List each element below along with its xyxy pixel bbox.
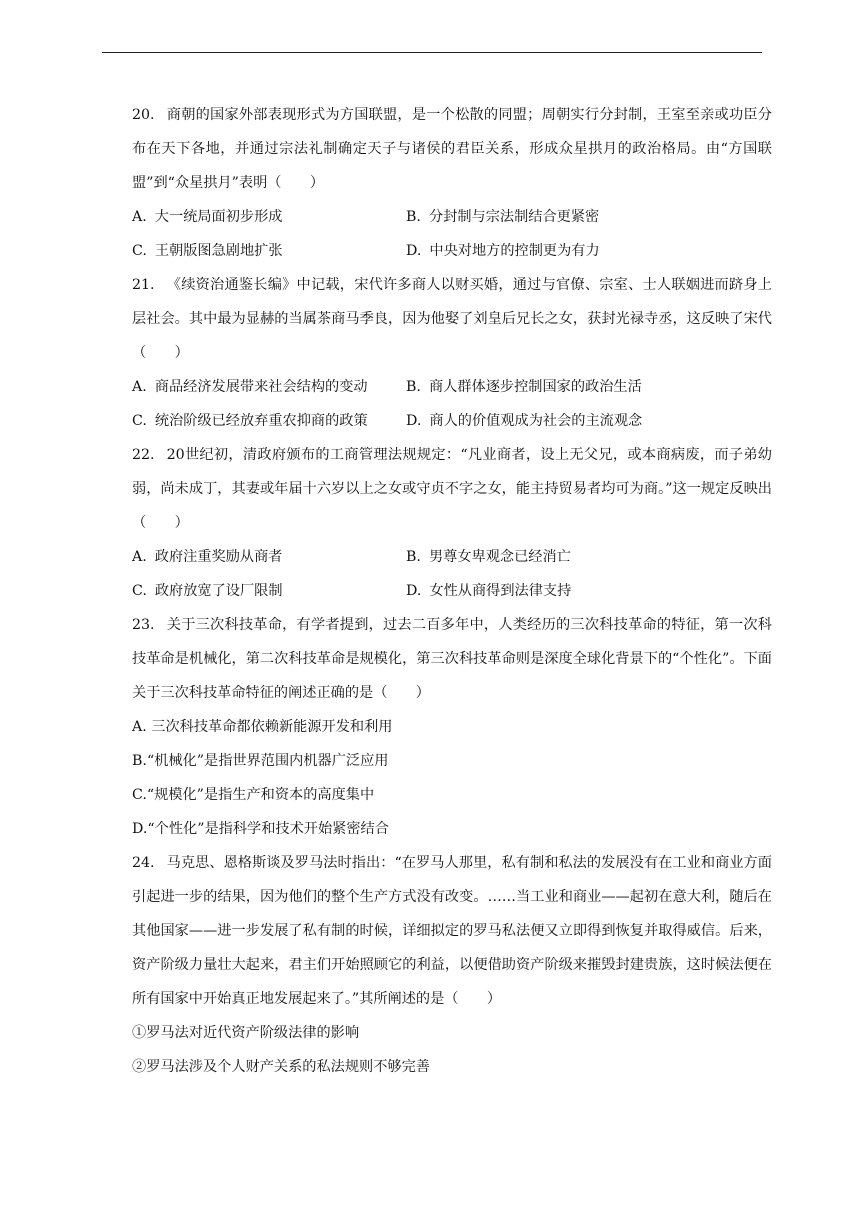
option-letter: D. bbox=[406, 583, 422, 599]
option-row bbox=[132, 200, 772, 234]
option-b[interactable] bbox=[406, 540, 680, 574]
option-letter: C. bbox=[132, 583, 147, 599]
option-text: 商人群体逐步控制国家的政治生活 bbox=[428, 379, 642, 395]
question-23 bbox=[132, 608, 772, 846]
question-stem bbox=[132, 98, 772, 200]
question-stem bbox=[132, 608, 772, 710]
question-stem bbox=[132, 846, 772, 1016]
option-text: 中央对地方的控制更为有力 bbox=[429, 243, 600, 259]
option-row bbox=[132, 370, 772, 404]
statement-item: ②罗马法涉及个人财产关系的私法规则不够完善 bbox=[132, 1059, 430, 1075]
option-d[interactable] bbox=[406, 574, 680, 608]
option-text: 商品经济发展带来社会结构的变动 bbox=[154, 379, 368, 395]
option-d[interactable] bbox=[132, 812, 772, 846]
option-letter: D. bbox=[406, 243, 422, 259]
question-22 bbox=[132, 438, 772, 608]
question-number: 22. bbox=[132, 447, 155, 463]
option-text: 统治阶级已经放弃重农抑商的政策 bbox=[154, 413, 368, 429]
question-text: 商朝的国家外部表现形式为方国联盟，是一个松散的同盟；周朝实行分封制，王室至亲或功臣分布在天下各地，并通过宗法礼制确定天子与诸侯的君臣关系，形成众星拱月的政治格局。由“方国联盟”到“众星拱月”表明（ ） bbox=[132, 107, 772, 191]
option-letter: D. bbox=[132, 821, 148, 837]
option-row bbox=[132, 404, 772, 438]
question-number: 24. bbox=[132, 855, 155, 871]
option-c[interactable] bbox=[132, 574, 406, 608]
question-24 bbox=[132, 846, 772, 1084]
question-20 bbox=[132, 98, 772, 268]
header-rule bbox=[102, 52, 762, 53]
option-text: 男尊女卑观念已经消亡 bbox=[428, 549, 571, 565]
option-letter: A. bbox=[132, 549, 147, 565]
option-letter: B. bbox=[406, 209, 421, 225]
option-letter: A. bbox=[132, 719, 147, 735]
option-b[interactable] bbox=[406, 200, 680, 234]
option-b[interactable] bbox=[406, 370, 680, 404]
option-d[interactable] bbox=[406, 404, 680, 438]
option-c[interactable] bbox=[132, 234, 406, 268]
question-number: 20. bbox=[132, 107, 155, 123]
option-row bbox=[132, 540, 772, 574]
option-letter: A. bbox=[132, 379, 147, 395]
option-text: “个性化”是指科学和技术开始紧密结合 bbox=[147, 821, 389, 837]
option-text: 分封制与宗法制结合更紧密 bbox=[428, 209, 600, 225]
option-text: 大一统局面初步形成 bbox=[154, 209, 283, 225]
question-stem bbox=[132, 438, 772, 540]
option-text: 王朝版图急剧地扩张 bbox=[154, 243, 283, 259]
statement-item: ①罗马法对近代资产阶级法律的影响 bbox=[132, 1025, 360, 1041]
question-21 bbox=[132, 268, 772, 438]
option-text: “机械化”是指世界范围内机器广泛应用 bbox=[146, 753, 389, 769]
option-c[interactable] bbox=[132, 404, 406, 438]
question-number: 23. bbox=[132, 617, 155, 633]
option-letter: C. bbox=[132, 243, 147, 259]
question-list bbox=[132, 98, 772, 1084]
option-letter: B. bbox=[406, 549, 421, 565]
option-c[interactable] bbox=[132, 778, 772, 812]
option-text: 商人的价值观成为社会的主流观念 bbox=[429, 413, 643, 429]
option-b[interactable] bbox=[132, 744, 772, 778]
option-text: 政府注重奖励从商者 bbox=[154, 549, 283, 565]
option-a[interactable] bbox=[132, 200, 406, 234]
question-stem bbox=[132, 268, 772, 370]
option-d[interactable] bbox=[406, 234, 680, 268]
option-letter: C. bbox=[132, 787, 147, 803]
option-a[interactable] bbox=[132, 710, 772, 744]
option-row bbox=[132, 574, 772, 608]
option-text: 政府放宽了设厂限制 bbox=[154, 583, 283, 599]
option-letter: A. bbox=[132, 209, 147, 225]
question-text: 《续资治通鉴长编》中记载，宋代许多商人以财买婚，通过与官僚、宗室、士人联姻进而跻身上层社会。其中最为显赫的当属茶商马季良，因为他娶了刘皇后兄长之女，获封光禄寺丞，这反映了宋代（ ） bbox=[132, 277, 772, 361]
option-letter: C. bbox=[132, 413, 147, 429]
option-text: 女性从商得到法律支持 bbox=[429, 583, 572, 599]
question-text: 马克思、恩格斯谈及罗马法时指出：“在罗马人那里，私有制和私法的发展没有在工业和商业方面引起进一步的结果，因为他们的整个生产方式没有改变。……当工业和商业——起初在意大利，随后在其他国家——进一步发展了私有制的时候，详细拟定的罗马私法便又立即得到恢复并取得威信。后来，资产阶级力量壮大起来，君主们开始照顾它的利益，以便借助资产阶级来摧毁封建贵族，这时候法便在所有国家中开始真正地发展起来了。”其所阐述的是（ ） bbox=[132, 855, 772, 1007]
question-text: 关于三次科技革命，有学者提到，过去二百多年中，人类经历的三次科技革命的特征，第一次科技革命是机械化，第二次科技革命是规模化，第三次科技革命则是深度全球化背景下的“个性化”。下面关于三次科技革命特征的阐述正确的是（ ） bbox=[132, 617, 772, 701]
option-text: 三次科技革命都依赖新能源开发和利用 bbox=[151, 719, 393, 735]
option-row bbox=[132, 234, 772, 268]
option-letter: B. bbox=[132, 753, 147, 769]
option-a[interactable] bbox=[132, 370, 406, 404]
question-text: 20世纪初，清政府颁布的工商管理法规规定：“凡业商者，设上无父兄，或本商病废，而子弟幼弱，尚未成丁，其妻或年届十六岁以上之女或守贞不字之女，能主持贸易者均可为商。”这一规定反映出（ ） bbox=[132, 447, 772, 531]
option-text: “规模化”是指生产和资本的高度集中 bbox=[146, 787, 375, 803]
option-letter: B. bbox=[406, 379, 421, 395]
option-a[interactable] bbox=[132, 540, 406, 574]
question-number: 21. bbox=[132, 277, 155, 293]
option-letter: D. bbox=[406, 413, 422, 429]
